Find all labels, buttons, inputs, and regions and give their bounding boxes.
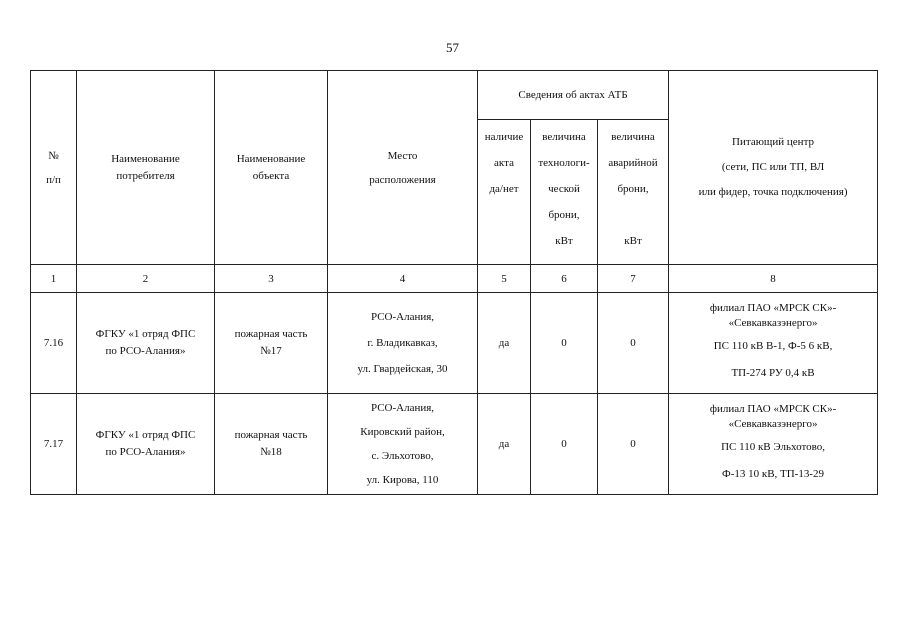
row-power-center: [669, 293, 878, 394]
header-tech-reserve-line1: величина: [542, 131, 586, 143]
header-tech-reserve-line2: технологи-: [538, 157, 590, 169]
header-power-center: [669, 71, 878, 265]
header-consumer-line1: Наименование: [111, 152, 180, 165]
row-location-line1: РСО-Алания,: [370, 311, 435, 323]
table-row: [31, 293, 878, 394]
header-emergency-reserve-line1: величина: [611, 131, 655, 143]
header-presence: [478, 120, 531, 265]
row-object: [215, 293, 328, 394]
row-consumer-line1: ФГКУ «1 отряд ФПС: [95, 429, 196, 441]
header-object-line1: Наименование: [236, 152, 306, 165]
row-location-line3: ул. Гвардейская, 30: [357, 363, 448, 375]
row-power-center: [669, 394, 878, 495]
header-location-line1: Место: [387, 149, 418, 162]
header-tech-reserve: [531, 120, 598, 265]
column-number: 8: [669, 265, 878, 293]
header-row-1: [31, 71, 878, 120]
row-tech-reserve: 0: [531, 394, 598, 495]
row-location: [328, 293, 478, 394]
header-emergency-reserve-line3: брони,: [617, 183, 649, 195]
row-no: 7.17: [31, 394, 77, 495]
row-power-center-line2: «Севкавказэнерго»: [728, 418, 818, 430]
column-number: 1: [31, 265, 77, 293]
row-power-center-line3: ПС 110 кВ В-1, Ф-5 6 кВ,: [713, 340, 833, 352]
row-tech-reserve: 0: [531, 293, 598, 394]
row-consumer-line1: ФГКУ «1 отряд ФПС: [95, 328, 196, 340]
row-presence: да: [478, 394, 531, 495]
header-tech-reserve-line3: ческой: [548, 183, 580, 195]
header-presence-line2: акта: [494, 157, 514, 169]
header-tech-reserve-line5: кВт: [555, 235, 573, 247]
row-object-line2: №18: [260, 446, 282, 458]
header-location: [328, 71, 478, 265]
row-power-center-line2: «Севкавказэнерго»: [728, 317, 818, 329]
row-location-line1: РСО-Алания,: [370, 402, 435, 414]
column-number: 2: [77, 265, 215, 293]
table-row: [31, 394, 878, 495]
row-power-center-line1: филиал ПАО «МРСК СК»-: [709, 403, 837, 415]
row-location-line4: ул. Кирова, 110: [366, 474, 439, 486]
row-consumer-line2: по РСО-Алания»: [105, 345, 186, 357]
header-consumer: [77, 71, 215, 265]
header-atb-group: Сведения об актах АТБ: [478, 71, 669, 120]
header-object: [215, 71, 328, 265]
row-location-line2: г. Владикавказ,: [367, 337, 438, 349]
header-emergency-reserve: [598, 120, 669, 265]
header-no: [31, 71, 77, 265]
row-object-line2: №17: [260, 345, 282, 357]
header-presence-line3: да/нет: [489, 183, 519, 195]
row-consumer: [77, 293, 215, 394]
row-power-center-line1: филиал ПАО «МРСК СК»-: [709, 302, 837, 314]
column-number-row: [31, 265, 878, 293]
header-presence-line1: наличие: [484, 131, 524, 143]
header-power-center-line3: или фидер, точка подключения): [698, 186, 848, 198]
row-presence: да: [478, 293, 531, 394]
row-location: [328, 394, 478, 495]
row-emergency-reserve: 0: [598, 394, 669, 495]
column-number: 3: [215, 265, 328, 293]
row-object-line1: пожарная часть: [234, 328, 308, 340]
row-location-line3: с. Эльхотово,: [371, 450, 434, 462]
header-power-center-line1: Питающий центр: [732, 136, 815, 148]
row-power-center-line3: ПС 110 кВ Эльхотово,: [721, 441, 825, 453]
header-consumer-line2: потребителя: [116, 169, 175, 182]
header-location-line2: расположения: [369, 173, 436, 186]
row-object: [215, 394, 328, 495]
header-tech-reserve-line4: брони,: [548, 209, 580, 221]
header-power-center-line2: (сети, ПС или ТП, ВЛ: [721, 161, 825, 173]
atb-table: [30, 70, 878, 495]
column-number: 5: [478, 265, 531, 293]
row-emergency-reserve: 0: [598, 293, 669, 394]
header-object-line2: объекта: [252, 169, 290, 182]
header-no-line2: п/п: [46, 173, 61, 186]
row-power-center-line4: ТП-274 РУ 0,4 кВ: [731, 367, 815, 379]
row-object-line1: пожарная часть: [234, 429, 308, 441]
row-consumer: [77, 394, 215, 495]
column-number: 6: [531, 265, 598, 293]
row-consumer-line2: по РСО-Алания»: [105, 446, 186, 458]
header-no-line1: №: [48, 149, 59, 162]
header-emergency-reserve-line2: аварийной: [608, 157, 658, 169]
row-location-line2: Кировский район,: [360, 426, 445, 438]
header-emergency-reserve-line4: кВт: [624, 235, 642, 247]
column-number: 7: [598, 265, 669, 293]
page-number: 57: [446, 40, 459, 55]
column-number: 4: [328, 265, 478, 293]
row-no: 7.16: [31, 293, 77, 394]
row-power-center-line4: Ф-13 10 кВ, ТП-13-29: [722, 468, 825, 480]
